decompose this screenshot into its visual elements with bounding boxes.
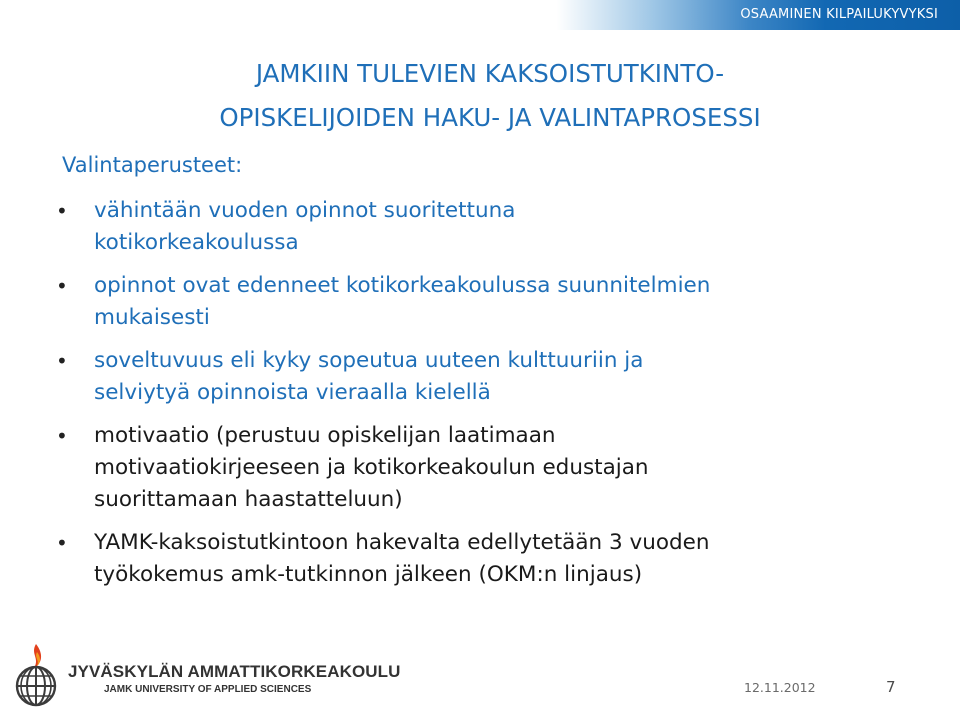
bullet-list	[56, 195, 936, 602]
top-banner	[0, 0, 960, 30]
bullet-text-line: soveltuvuus eli kyky sopeutua uuteen kulttuuriin ja	[94, 348, 644, 373]
bullet-text-line: työkokemus amk-tutkinnon jälkeen (OKM:n linjaus)	[94, 562, 643, 587]
bullet-icon: •	[56, 199, 68, 223]
slide-date: 12.11.2012	[744, 680, 816, 695]
bullet-text-line: selviytyä opinnoista vieraalla kielellä	[94, 380, 491, 405]
bullet-icon: •	[56, 531, 68, 555]
bullet-text-line: vähintään vuoden opinnot suoritettuna	[94, 198, 516, 223]
banner-label: OSAAMINEN KILPAILUKYVYKSI	[740, 7, 938, 22]
slide-title-line: JAMKIIN TULEVIEN KAKSOISTUTKINTO-	[255, 59, 725, 88]
subheading: Valintaperusteet:	[62, 153, 243, 177]
bullet-icon: •	[56, 424, 68, 448]
bullet-icon: •	[56, 349, 68, 373]
logo-name: JYVÄSKYLÄN AMMATTIKORKEAKOULU	[68, 662, 401, 681]
bullet-item	[56, 270, 936, 334]
bullet-text-line: mukaisesti	[94, 305, 210, 330]
bullet-item	[56, 420, 936, 516]
bullet-icon: •	[56, 274, 68, 298]
slide-title-line: OPISKELIJOIDEN HAKU- JA VALINTAPROSESSI	[219, 103, 761, 132]
bullet-text-line: motivaatiokirjeeseen ja kotikorkeakoulun edustajan	[94, 455, 649, 480]
page-number: 7	[886, 678, 896, 696]
jamk-logo	[10, 642, 401, 712]
bullet-text-line: suorittamaan haastatteluun)	[94, 487, 403, 512]
jamk-flame-globe-icon	[10, 642, 62, 710]
bullet-text-line: kotikorkeakoulussa	[94, 230, 299, 255]
bullet-text-line: YAMK-kaksoistutkintoon hakevalta edellytetään 3 vuoden	[94, 530, 710, 555]
bullet-item	[56, 527, 936, 591]
bullet-text-line: opinnot ovat edenneet kotikorkeakoulussa suunnitelmien	[94, 273, 711, 298]
slide-title	[60, 52, 920, 140]
logo-subtitle: JAMK UNIVERSITY OF APPLIED SCIENCES	[104, 684, 312, 695]
bullet-item	[56, 345, 936, 409]
bullet-text-line: motivaatio (perustuu opiskelijan laatimaan	[94, 423, 556, 448]
bullet-item	[56, 195, 936, 259]
